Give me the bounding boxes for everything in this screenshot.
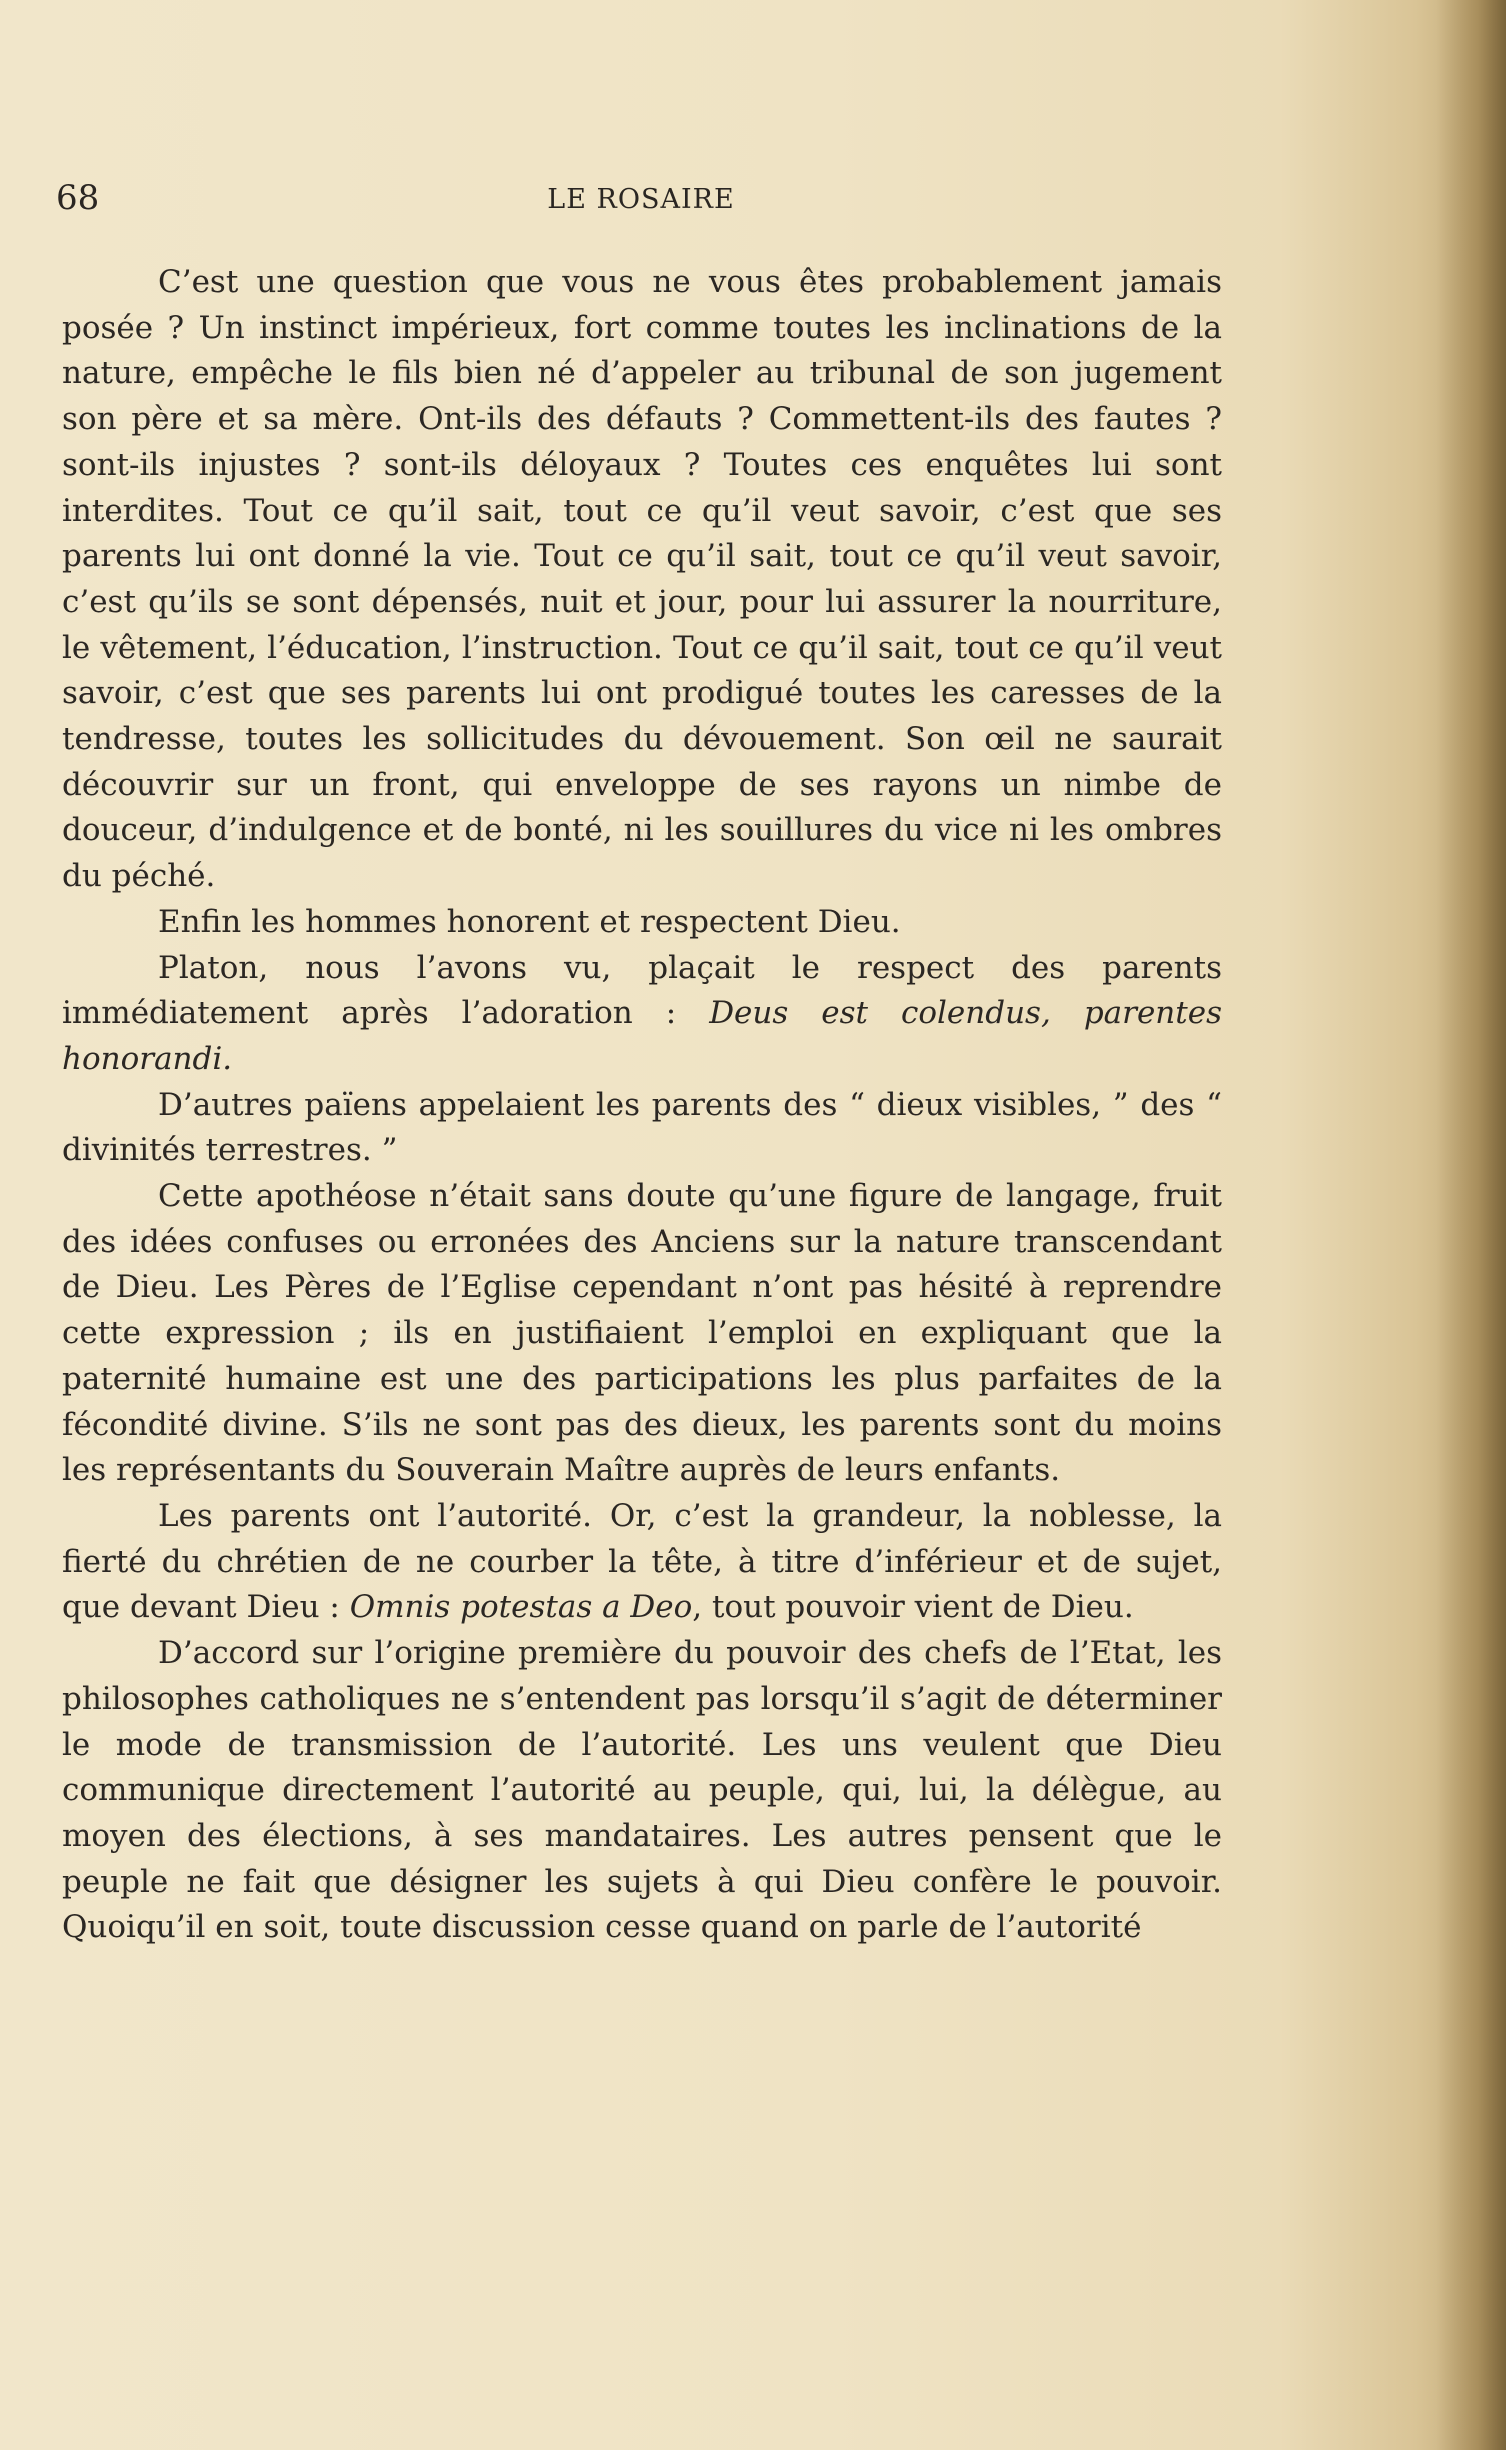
text-run: D’autres païens appelaient les parents des “ dieux visibles, ” des “ divinités terrestres. ”	[62, 1086, 1222, 1169]
text-run: Les parents ont l’autorité. Or, c’est la grandeur, la noblesse, la fierté du chrétien de ne courber la tête, à titre d’inférieur et de sujet, que devant Dieu :	[62, 1497, 1222, 1626]
paragraph	[62, 900, 1222, 946]
text-run: C’est une question que vous ne vous êtes probablement jamais posée ? Un instinct impérieux, fort comme toutes les inclinations de la nature, empêche le fils bien né d’appeler au tribunal de son jugement son père et sa mère. Ont-ils des défauts ? Commettent-ils des fautes ? sont-ils injustes ? sont-ils déloyaux ? Toutes ces enquêtes lui sont interdites. Tout ce qu’il sait, tout ce qu’il veut savoir, c’est que ses parents lui ont donné la vie. Tout ce qu’il sait, tout ce qu’il veut savoir, c’est qu’ils se sont dépensés, nuit et jour, pour lui assurer la nourriture, le vêtement, l’éducation, l’instruction. Tout ce qu’il sait, tout ce qu’il veut savoir, c’est que ses parents lui ont prodigué toutes les caresses de la tendresse, toutes les sollicitudes du dévouement. Son œil ne saurait découvrir sur un front, qui enveloppe de ses rayons un nimbe de douceur, d’indulgence et de bonté, ni les souillures du vice ni les ombres du péché.	[62, 264, 1222, 895]
paragraph	[62, 946, 1222, 1083]
page-header	[56, 178, 1226, 224]
latin-quote: Deus est colendus, parentes honorandi.	[62, 995, 1222, 1077]
page-number: 68	[56, 178, 100, 218]
paragraph	[62, 1494, 1222, 1631]
text-run: , tout pouvoir vient de Dieu.	[692, 1589, 1134, 1626]
paragraph	[62, 260, 1222, 900]
latin-quote: Omnis potestas a Deo	[349, 1589, 693, 1626]
paragraph	[62, 1631, 1222, 1951]
page-edge-shadow	[1436, 0, 1506, 2450]
text-run: Cette apothéose n’était sans doute qu’une figure de langage, fruit des idées confuses ou erronées des Anciens sur la nature transcendant de Dieu. Les Pères de l’Eglise cependant n’ont pas hésité à reprendre cette expression ; ils en justifiaient l’emploi en expliquant que la paternité humaine est une des participations les plus parfaites de la fécondité divine. S’ils ne sont pas des dieux, les parents sont du moins les représentants du Souverain Maître auprès de leurs enfants.	[62, 1178, 1222, 1489]
paragraph	[62, 1083, 1222, 1174]
text-run: D’accord sur l’origine première du pouvoir des chefs de l’Etat, les philosophes catholiques ne s’entendent pas lorsqu’il s’agit de déterminer le mode de transmission de l’autorité. Les uns veulent que Dieu communique directement l’autorité au peuple, qui, lui, la délègue, au moyen des élections, à ses mandataires. Les autres pensent que le peuple ne fait que désigner les sujets à qui Dieu confère le pouvoir. Quoiqu’il en soit, toute discussion cesse quand on parle de l’autorité	[62, 1635, 1222, 1946]
paragraph	[62, 1174, 1222, 1494]
body-text	[62, 260, 1222, 1951]
text-run: Enfin les hommes honorent et respectent Dieu.	[158, 903, 901, 940]
text-run: Platon, nous l’avons vu, plaçait le respect des parents immédiatement après l’adoration :	[62, 949, 1222, 1032]
running-title: LE ROSAIRE	[547, 184, 735, 215]
